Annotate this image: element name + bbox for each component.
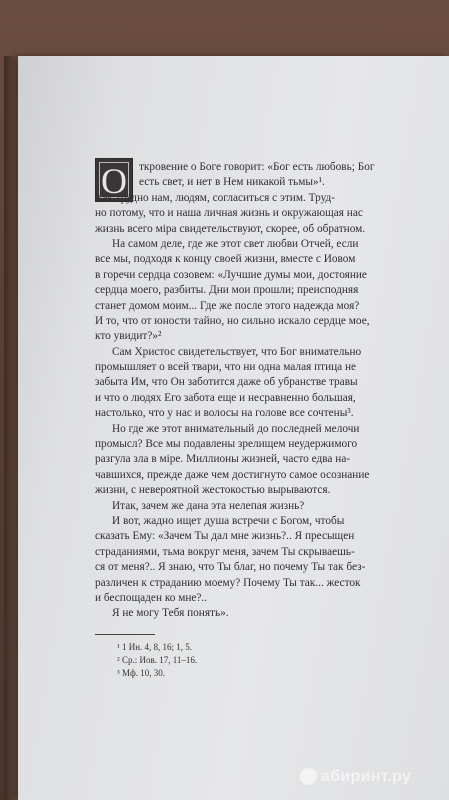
- text-line: забыта Им, что Он заботится даже об убранстве травы: [95, 376, 358, 389]
- text-line: Я не могу Тебя понять».: [112, 607, 229, 620]
- text-line: промышляет о всей твари, что ни одна малая птица не: [95, 361, 357, 374]
- text-line: но потому, что и наша личная жизнь и окружающая нас: [95, 207, 363, 220]
- text-line: жизнь всего міра свидетельствуют, скорее, об обратном.: [95, 222, 366, 235]
- watermark: [300, 768, 411, 786]
- text-line: есть свет, и нет в Нем никакой тьмы»¹.: [139, 176, 325, 189]
- text-line: в горечи сердца созовем: «Лучшие думы мои, достояние: [95, 268, 367, 281]
- text-line: и беспощаден ко мне?..: [95, 591, 208, 604]
- text-line: станет домом моим... Где же после этого надежда моя?: [95, 299, 360, 312]
- text-line: И вот, жадно ищет душа встречи с Богом, чтобы: [112, 514, 345, 527]
- text-line: ся от меня?.. Я знаю, что Ты благ, но почему Ты так без-: [95, 561, 366, 574]
- text-line: Но где же этот внимательный до последней мелочи: [112, 422, 360, 435]
- text-line: Как трудно нам, людям, согласиться с этим. Труд-: [95, 191, 336, 204]
- text-line: страданиями, тьма вокруг меня, зачем Ты скрываешь-: [95, 545, 355, 558]
- text-line: жизни, с невероятной жестокостью вырываются.: [95, 484, 331, 497]
- text-line: сказать Ему: «Зачем Ты дал мне жизнь?.. Я пресыщен: [95, 530, 355, 543]
- text-line: сердца моего, разбиты. Дни мои прошли; преисподняя: [95, 284, 359, 297]
- drop-cap: О: [95, 158, 133, 202]
- text-line: И то, что от юности тайно, но сильно искало сердце мое,: [95, 314, 370, 327]
- text-line: ткровение о Боге говорит: «Бог есть любовь; Бог: [139, 161, 375, 173]
- text-line: промысл? Все мы подавлены зрелищем неудержимого: [95, 438, 358, 451]
- footnote: ¹ 1 Ин. 4, 8, 16; 1, 5.: [117, 642, 193, 652]
- labirint-logo-icon: [300, 768, 317, 785]
- text-line: настолько, что у нас и волосы на голове все сочтены³.: [95, 407, 354, 420]
- text-line: все мы, подходя к концу своей жизни, вместе с Иовом: [95, 253, 356, 266]
- footnote: ² Ср.: Иов. 17, 11–16.: [117, 655, 198, 665]
- text-line: различен к страданию моему? Почему Ты так... жесток: [95, 576, 361, 589]
- body-text: [95, 160, 425, 622]
- footnote-divider: [95, 634, 155, 635]
- watermark-text: абиринт.ру: [321, 768, 412, 785]
- footnote: ³ Мф. 10, 30.: [117, 668, 166, 678]
- text-line: чавшихся, прежде даже чем достигнуто самое осознание: [95, 468, 370, 481]
- text-line: Итак, зачем же дана эта нелепая жизнь?: [112, 499, 305, 512]
- text-line: разгула зла в міре. Миллионы жизней, часто едва на-: [95, 453, 351, 466]
- text-line: и что о людях Его забота еще и несравненно большая,: [95, 391, 356, 404]
- text-line: На самом деле, где же этот свет любви Отчей, если: [112, 237, 359, 250]
- text-line: кто увидит?»²: [95, 330, 162, 343]
- text-line: Сам Христос свидетельствует, что Бог внимательно: [112, 345, 362, 358]
